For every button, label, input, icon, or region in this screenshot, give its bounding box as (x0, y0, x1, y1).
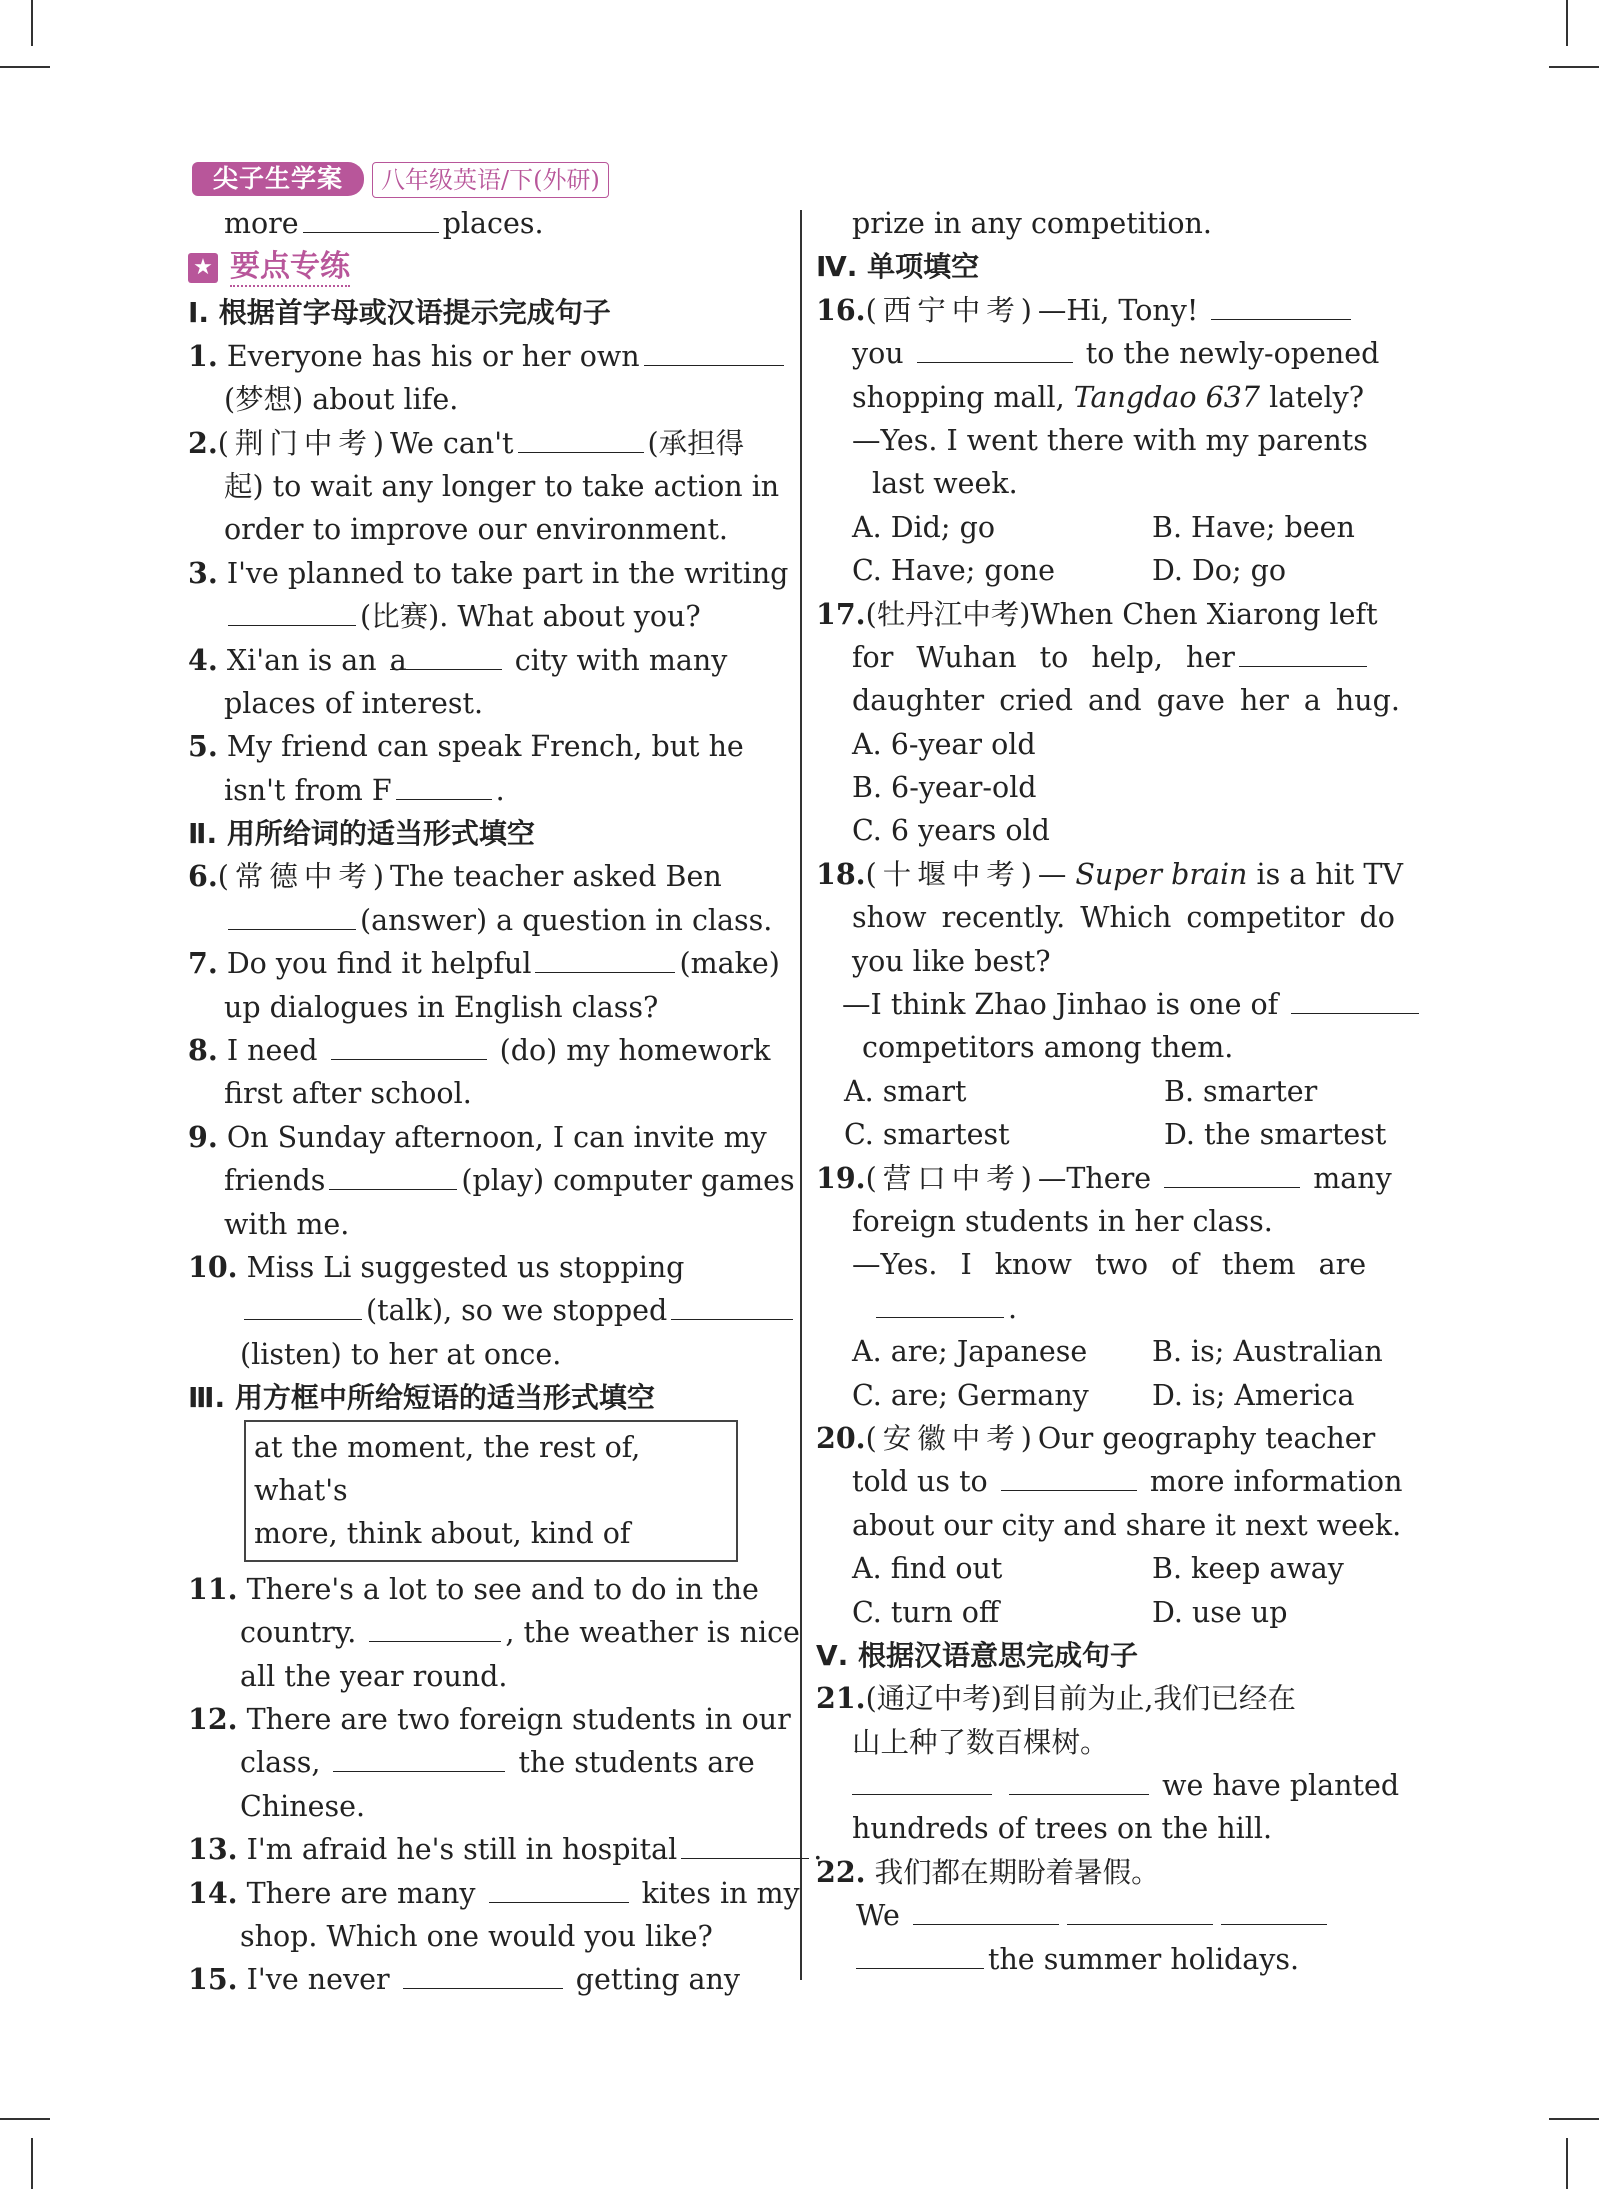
options-row (816, 506, 1412, 549)
question-7: 7. Do you find it helpful (make) (188, 942, 782, 985)
line: (listen) to her at once. (240, 1337, 562, 1371)
answer-blank[interactable] (489, 1872, 629, 1903)
options-row (816, 1547, 1412, 1590)
question-14: 14. There are many kites in my (188, 1872, 782, 1915)
answer-blank[interactable] (1211, 289, 1351, 320)
line: places of interest. (224, 686, 484, 720)
line: hundreds of trees on the hill. (852, 1812, 1273, 1846)
question-2: 2.(荆门中考)We can't (承担得 (188, 422, 782, 465)
answer-blank[interactable] (329, 1159, 457, 1190)
line: last week. (872, 467, 1018, 501)
line: prize in any competition. (852, 207, 1212, 240)
line: told us to more information (816, 1460, 1412, 1503)
answer-blank[interactable] (681, 1828, 809, 1859)
answer-blank[interactable] (1291, 983, 1419, 1014)
line: (比赛). What about you? (188, 595, 782, 638)
option[interactable]: B. 6-year-old (852, 771, 1037, 805)
option[interactable]: A. 6-year old (852, 727, 1036, 761)
question-4: 4. Xi'an is an a city with many (188, 639, 782, 682)
option[interactable]: C. are; Germany (852, 1378, 1089, 1412)
section-heading: Ⅴ. 根据汉语意思完成句子 (816, 1638, 1139, 1672)
star-icon: ★ (188, 253, 218, 283)
options-row (816, 1330, 1412, 1373)
line: first after school. (224, 1077, 472, 1111)
option[interactable]: B. Have; been (1152, 510, 1355, 544)
book-subtitle: 八年级英语/下(外研) (372, 162, 609, 198)
options-row (816, 1591, 1412, 1634)
line: class, the students are (188, 1741, 782, 1784)
option[interactable]: D. the smartest (1164, 1118, 1387, 1152)
answer-blank[interactable] (917, 332, 1073, 363)
line: —Yes. I know two of them are (852, 1248, 1367, 1282)
question-10: 10. Miss Li suggested us stopping (188, 1249, 685, 1284)
options-row (816, 1113, 1412, 1156)
line: order to improve our environment. (224, 513, 728, 547)
line: show recently. Which competitor do (852, 901, 1395, 935)
options-row (816, 766, 1412, 809)
line: (梦想) about life. (224, 383, 459, 417)
line: Chinese. (240, 1789, 366, 1823)
answer-blank[interactable] (331, 1029, 487, 1060)
line: foreign students in her class. (852, 1204, 1273, 1238)
section-heading: Ⅳ. 单项填空 (816, 250, 980, 284)
answer-blank[interactable] (876, 1287, 1004, 1318)
question-21: 21.(通辽中考)到目前为止,我们已经在 (816, 1681, 1296, 1716)
line: shopping mall, Tangdao 637 lately? (852, 380, 1364, 414)
answer-blank[interactable] (244, 1289, 362, 1320)
question-9: 9. On Sunday afternoon, I can invite my (188, 1119, 767, 1154)
answer-blank[interactable] (1009, 1764, 1149, 1795)
line: you like best? (852, 944, 1051, 978)
question-22: 22. 我们都在期盼着暑假。 (816, 1854, 1160, 1889)
line: friends (play) computer games (188, 1159, 782, 1202)
option[interactable]: A. are; Japanese (852, 1335, 1088, 1369)
crop-mark (1566, 2138, 1568, 2189)
options-row (816, 809, 1412, 852)
book-badge: 尖子生学案 (192, 162, 364, 196)
line: isn't from F . (188, 769, 782, 812)
question-19: 19.(营口中考)—There many (816, 1157, 1412, 1200)
answer-blank[interactable] (333, 1741, 505, 1772)
line: (answer) a question in class. (188, 899, 782, 942)
question-3: 3. I've planned to take part in the writing (188, 555, 789, 590)
line: . (816, 1287, 1412, 1330)
crop-mark (0, 2118, 50, 2120)
line: more places. (188, 202, 782, 245)
line: country. , the weather is nice (188, 1611, 782, 1654)
question-18: 18.(十堰中考)— Super brain is a hit TV (816, 856, 1403, 891)
question-17: 17.(牡丹江中考)When Chen Xiarong left (816, 596, 1378, 631)
options-row (816, 1374, 1412, 1417)
question-5: 5. My friend can speak French, but he (188, 729, 744, 764)
answer-blank[interactable] (913, 1894, 1059, 1925)
crop-mark (31, 0, 33, 46)
answer-blank[interactable] (228, 595, 356, 626)
option[interactable]: A. smart (844, 1074, 967, 1108)
answer-blank[interactable] (518, 422, 644, 453)
option[interactable]: A. Did; go (852, 510, 995, 544)
answer-blank[interactable] (1221, 1894, 1327, 1925)
crop-mark (0, 66, 50, 68)
question-16: 16.(西宁中考)—Hi, Tony! (816, 289, 1412, 332)
option[interactable]: C. turn off (852, 1595, 1000, 1629)
line: 起) to wait any longer to take action in (224, 469, 780, 503)
crop-mark (1549, 2118, 1599, 2120)
question-8: 8. I need (do) my homework (188, 1029, 782, 1072)
answer-blank[interactable]: a (390, 639, 502, 670)
line: we have planted (816, 1764, 1412, 1807)
answer-blank[interactable] (671, 1289, 793, 1320)
column-divider (800, 210, 802, 1980)
line: —I think Zhao Jinhao is one of (816, 983, 1412, 1026)
line: daughter cried and gave her a hug. (852, 684, 1400, 718)
line: We (816, 1894, 1412, 1937)
crop-mark (31, 2138, 33, 2189)
line: about our city and share it next week. (852, 1508, 1402, 1542)
line: all the year round. (240, 1659, 508, 1693)
crop-mark (1566, 0, 1568, 46)
section-heading: Ⅰ. 根据首字母或汉语提示完成句子 (188, 296, 611, 330)
crop-mark (1549, 66, 1599, 68)
right-column (816, 202, 1412, 1981)
option[interactable]: C. 6 years old (852, 814, 1050, 848)
option[interactable]: C. Have; gone (852, 554, 1056, 588)
option[interactable]: B. smarter (1164, 1074, 1318, 1108)
answer-blank[interactable] (369, 1611, 501, 1642)
answer-blank[interactable] (1164, 1157, 1300, 1188)
answer-blank[interactable] (1067, 1894, 1213, 1925)
line: competitors among them. (862, 1031, 1234, 1065)
line: with me. (224, 1207, 350, 1241)
line: 山上种了数百棵树。 (852, 1725, 1109, 1759)
answer-blank[interactable] (303, 202, 439, 233)
answer-blank[interactable] (856, 1938, 984, 1969)
section-heading: Ⅱ. 用所给词的适当形式填空 (188, 817, 535, 851)
option[interactable]: B. keep away (1152, 1552, 1344, 1586)
line: (talk), so we stopped (188, 1289, 782, 1332)
line: up dialogues in English class? (224, 990, 659, 1024)
options-row (816, 1070, 1412, 1113)
options-row (816, 549, 1412, 592)
question-6: 6.(常德中考)The teacher asked Ben (188, 859, 722, 894)
answer-blank[interactable] (535, 942, 675, 973)
question-11: 11. There's a lot to see and to do in the (188, 1571, 759, 1606)
answer-blank[interactable] (644, 335, 784, 366)
line: for Wuhan to help, her (816, 636, 1412, 679)
answer-blank[interactable] (1001, 1460, 1137, 1491)
answer-blank[interactable] (403, 1958, 563, 1989)
option[interactable]: C. smartest (844, 1118, 1010, 1152)
section-heading: Ⅲ. 用方框中所给短语的适当形式填空 (188, 1381, 655, 1415)
option[interactable]: D. is; America (1152, 1378, 1355, 1412)
key-points-heading: ★ 要点专练 (188, 245, 782, 291)
question-12: 12. There are two foreign students in our (188, 1701, 791, 1736)
option[interactable]: D. Do; go (1152, 554, 1287, 588)
answer-blank[interactable] (852, 1764, 992, 1795)
option[interactable]: A. find out (852, 1552, 1003, 1586)
answer-blank[interactable] (1239, 636, 1367, 667)
question-20: 20.(安徽中考)Our geography teacher (816, 1420, 1376, 1455)
line: —Yes. I went there with my parents (852, 423, 1368, 457)
question-1: 1. Everyone has his or her own (188, 335, 782, 378)
line: you to the newly-opened (816, 332, 1412, 375)
answer-blank[interactable] (396, 769, 492, 800)
left-column (188, 202, 823, 2002)
question-15: 15. I've never getting any (188, 1958, 782, 2001)
answer-blank[interactable] (228, 899, 356, 930)
options-row (816, 723, 1412, 766)
line: shop. Which one would you like? (240, 1919, 713, 1953)
option[interactable]: B. is; Australian (1152, 1335, 1383, 1369)
line: the summer holidays. (816, 1938, 1412, 1981)
question-13: 13. I'm afraid he's still in hospital . (188, 1828, 782, 1871)
option[interactable]: D. use up (1152, 1595, 1288, 1629)
phrase-box: at the moment, the rest of, what's more, think about, kind of (244, 1420, 738, 1562)
